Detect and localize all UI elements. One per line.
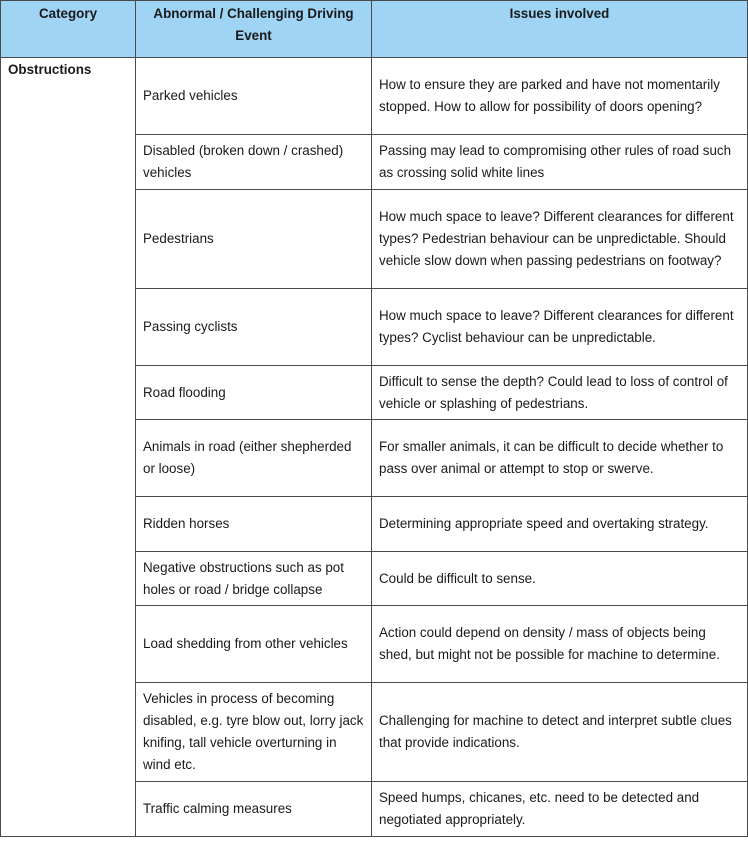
category-cell: Obstructions bbox=[1, 58, 136, 837]
event-cell: Ridden horses bbox=[136, 497, 372, 552]
issues-cell: Could be difficult to sense. bbox=[372, 552, 748, 606]
event-cell: Load shedding from other vehicles bbox=[136, 606, 372, 683]
event-cell: Parked vehicles bbox=[136, 58, 372, 135]
issues-cell: Challenging for machine to detect and interpret subtle clues that provide indications. bbox=[372, 683, 748, 782]
table-row bbox=[1, 58, 748, 135]
issues-cell: Speed humps, chicanes, etc. need to be detected and negotiated appropriately. bbox=[372, 782, 748, 837]
issues-cell: How much space to leave? Different clearances for different types? Pedestrian behaviour can be unpredictable. Should vehicle slow down when passing pedestrians on footway? bbox=[372, 190, 748, 289]
issues-cell: For smaller animals, it can be difficult to decide whether to pass over animal or attempt to stop or swerve. bbox=[372, 420, 748, 497]
issues-cell: How to ensure they are parked and have not momentarily stopped. How to allow for possibility of doors opening? bbox=[372, 58, 748, 135]
event-cell: Animals in road (either shepherded or loose) bbox=[136, 420, 372, 497]
issues-cell: Passing may lead to compromising other rules of road such as crossing solid white lines bbox=[372, 135, 748, 190]
header-issues: Issues involved bbox=[372, 1, 748, 58]
issues-cell: Action could depend on density / mass of objects being shed, but might not be possible for machine to determine. bbox=[372, 606, 748, 683]
issues-cell: How much space to leave? Different clearances for different types? Cyclist behaviour can be unpredictable. bbox=[372, 289, 748, 366]
event-cell: Road flooding bbox=[136, 366, 372, 420]
event-cell: Vehicles in process of becoming disabled, e.g. tyre blow out, lorry jack knifing, tall vehicle overturning in wind etc. bbox=[136, 683, 372, 782]
event-cell: Traffic calming measures bbox=[136, 782, 372, 837]
issues-cell: Difficult to sense the depth? Could lead to loss of control of vehicle or splashing of pedestrians. bbox=[372, 366, 748, 420]
event-cell: Disabled (broken down / crashed) vehicles bbox=[136, 135, 372, 190]
header-category: Category bbox=[1, 1, 136, 58]
event-cell: Passing cyclists bbox=[136, 289, 372, 366]
header-row bbox=[1, 1, 748, 58]
issues-cell: Determining appropriate speed and overtaking strategy. bbox=[372, 497, 748, 552]
event-cell: Negative obstructions such as pot holes or road / bridge collapse bbox=[136, 552, 372, 606]
header-event: Abnormal / Challenging Driving Event bbox=[136, 1, 372, 58]
event-cell: Pedestrians bbox=[136, 190, 372, 289]
